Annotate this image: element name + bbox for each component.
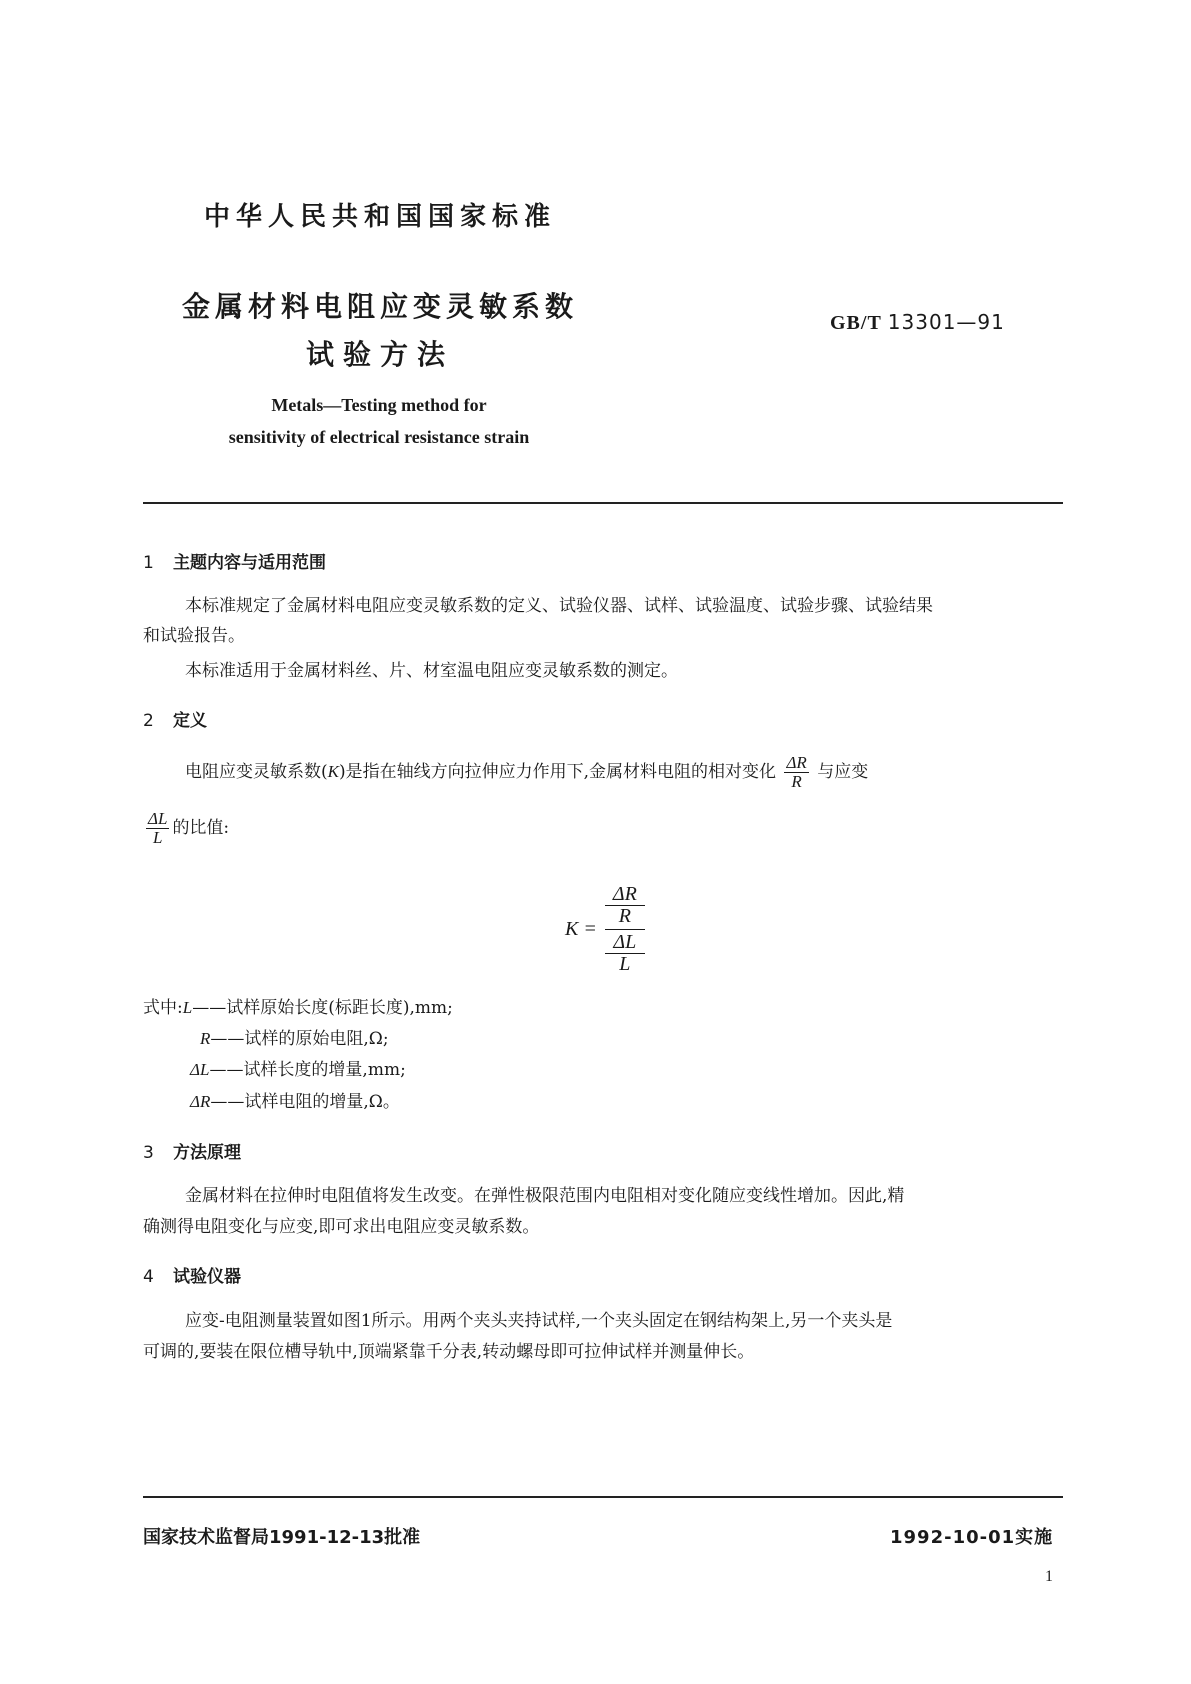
where-symbol: L	[182, 998, 193, 1017]
section-title: 试验仪器	[173, 1267, 241, 1287]
where-text: ——试样长度的增量,mm;	[209, 1060, 406, 1080]
document-title-line2: 试验方法	[305, 338, 454, 371]
section-3-line2: 确测得电阻变化与应变,即可求出电阻应变灵敏系数。	[143, 1217, 540, 1237]
definition-text: 电阻应变灵敏系数(	[185, 761, 328, 782]
where-label: 式中:	[143, 998, 183, 1018]
effective-date: 1992-10-01实施	[890, 1527, 1054, 1548]
definition-line2	[143, 810, 229, 847]
formula-fraction	[605, 884, 645, 975]
section-1-paragraph-2: 本标准适用于金属材料丝、片、材室温电阻应变灵敏系数的测定。	[185, 661, 678, 681]
where-item-dl	[190, 1055, 406, 1080]
formula-dl: ΔL	[605, 932, 645, 954]
section-4-line2: 可调的,要装在限位槽导轨中,顶端紧靠千分表,转动螺母即可拉伸试样并测量伸长。	[143, 1342, 755, 1362]
symbol-k: K	[327, 761, 339, 781]
section-number: 3	[143, 1143, 154, 1163]
where-text: ——试样原始长度(标距长度),mm;	[192, 998, 453, 1018]
english-title-line2: sensitivity of electrical resistance strain	[228, 427, 530, 447]
formula-denominator	[605, 932, 645, 975]
section-3-line1: 金属材料在拉伸时电阻值将发生改变。在弹性极限范围内电阻相对变化随应变线性增加。因此,精	[185, 1186, 905, 1206]
fraction-numerator: ΔR	[786, 753, 807, 772]
section-number: 4	[143, 1267, 154, 1287]
fraction-numerator: ΔL	[148, 809, 168, 828]
standard-code	[830, 310, 1005, 335]
header-divider	[143, 502, 1063, 504]
formula-lhs: K =	[565, 918, 597, 940]
english-title-line1: Metals—Testing method for	[271, 395, 487, 415]
where-text: ——试样电阻的增量,Ω。	[210, 1092, 400, 1112]
formula-l: L	[619, 953, 631, 975]
definition-text: )是指在轴线方向拉伸应力作用下,金属材料电阻的相对变化	[338, 761, 777, 782]
section-3-heading	[143, 1138, 241, 1163]
definition-text: 的比值:	[172, 817, 230, 838]
section-4-heading	[143, 1262, 241, 1287]
formula-numerator	[605, 884, 645, 927]
formula-main-bar	[605, 929, 645, 930]
section-1-paragraph-1-line2: 和试验报告。	[143, 626, 245, 646]
section-title: 定义	[173, 711, 207, 731]
fraction-dr-over-r	[784, 754, 808, 791]
section-1-paragraph-1-line1: 本标准规定了金属材料电阻应变灵敏系数的定义、试验仪器、试样、试验温度、试验步骤、试验结果	[185, 596, 933, 616]
section-number: 1	[143, 553, 154, 573]
where-symbol: ΔR	[190, 1092, 211, 1111]
where-item-dr	[190, 1087, 400, 1112]
section-2-heading	[143, 706, 207, 731]
where-item-r	[200, 1024, 389, 1049]
standard-code-prefix: GB/T	[830, 312, 882, 334]
formula-dr: ΔR	[605, 884, 645, 906]
section-title: 方法原理	[173, 1143, 241, 1163]
fraction-dl-over-l	[146, 810, 169, 847]
section-title: 主题内容与适用范围	[173, 553, 326, 573]
page-number: 1	[1045, 1568, 1053, 1585]
fraction-denominator: L	[152, 827, 163, 847]
definition-text: 与应变	[817, 761, 869, 782]
where-item-l	[143, 993, 453, 1018]
national-standard-heading: 中华人民共和国国家标准	[203, 202, 556, 232]
sensitivity-formula	[565, 884, 645, 975]
where-text: ——试样的原始电阻,Ω;	[210, 1029, 389, 1049]
standard-code-number: 13301—91	[887, 310, 1005, 334]
where-symbol: R	[200, 1029, 211, 1048]
footer-divider	[143, 1496, 1063, 1498]
fraction-denominator: R	[791, 771, 802, 791]
approval-date: 国家技术监督局1991-12-13批准	[143, 1527, 421, 1548]
section-1-heading	[143, 548, 326, 573]
definition-line1	[185, 754, 868, 791]
formula-r: R	[618, 905, 631, 927]
where-symbol: ΔL	[190, 1060, 210, 1079]
section-4-line1: 应变-电阻测量装置如图1所示。用两个夹头夹持试样,一个夹头固定在钢结构架上,另一个夹头是	[185, 1311, 893, 1331]
section-number: 2	[143, 711, 154, 731]
document-title-line1: 金属材料电阻应变灵敏系数	[181, 290, 578, 323]
